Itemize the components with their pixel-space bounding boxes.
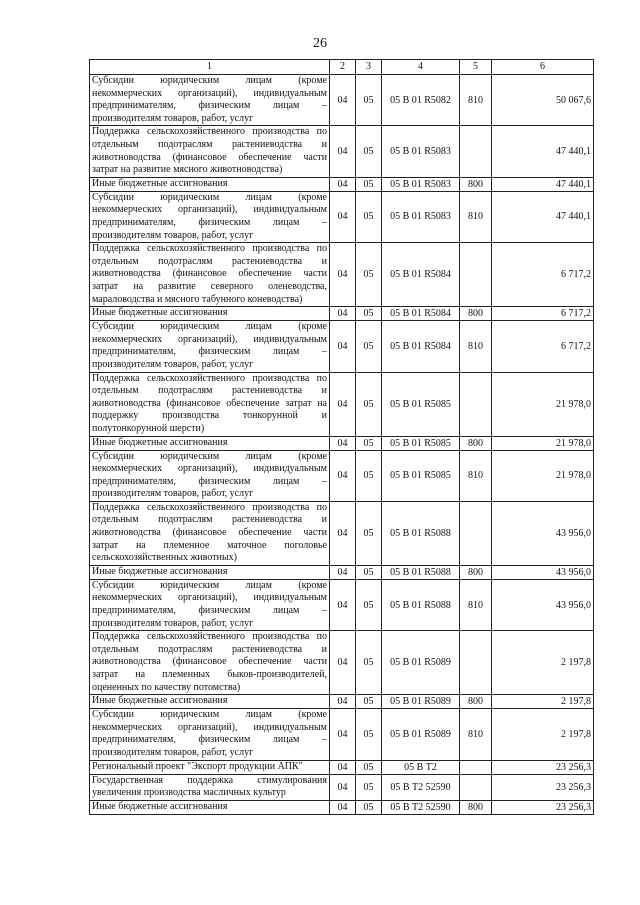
table-row [90,565,594,579]
row-target-article-cell: 05 В 01 R5088 [382,501,460,565]
row-subsection-cell: 05 [356,177,382,191]
row-name-cell: Иные бюджетные ассигнования [90,800,330,814]
table-row [90,243,594,307]
row-name-cell: Поддержка сельскохозяйственного производства по отдельным подотраслям растениеводства и животноводства (финансовое обеспечение части затрат на племенных быков-производителей, оцененных по качеству потомства) [90,631,330,695]
row-section-cell: 04 [330,774,356,800]
row-name-cell: Субсидии юридическим лицам (кроме некоммерческих организаций), индивидуальным предпринимателям, физическим лицам – производителям товаров, работ, услуг [90,321,330,372]
row-amount-cell: 47 440,1 [492,191,594,242]
header-col-1: 1 [90,60,330,75]
row-expense-type-cell: 800 [460,177,492,191]
row-amount-cell: 43 956,0 [492,501,594,565]
row-expense-type-cell: 810 [460,450,492,501]
row-name-cell: Субсидии юридическим лицам (кроме некоммерческих организаций), индивидуальным предпринимателям, физическим лицам – производителям товаров, работ, услуг [90,75,330,126]
row-name-cell: Иные бюджетные ассигнования [90,177,330,191]
table-row [90,191,594,242]
row-amount-cell: 6 717,2 [492,243,594,307]
table-row [90,321,594,372]
row-subsection-cell: 05 [356,450,382,501]
table-row [90,126,594,177]
row-amount-cell: 2 197,8 [492,631,594,695]
row-amount-cell: 43 956,0 [492,565,594,579]
row-amount-cell: 23 256,3 [492,800,594,814]
row-expense-type-cell: 810 [460,191,492,242]
row-name-cell: Иные бюджетные ассигнования [90,565,330,579]
row-subsection-cell: 05 [356,774,382,800]
row-target-article-cell: 05 В Т2 [382,760,460,774]
row-section-cell: 04 [330,709,356,760]
row-subsection-cell: 05 [356,372,382,436]
row-section-cell: 04 [330,372,356,436]
row-expense-type-cell: 810 [460,321,492,372]
row-section-cell: 04 [330,307,356,321]
row-expense-type-cell [460,631,492,695]
header-col-5: 5 [460,60,492,75]
table-row [90,579,594,630]
table-row [90,307,594,321]
row-name-cell: Поддержка сельскохозяйственного производства по отдельным подотраслям растениеводства и животноводства (финансовое обеспечение затрат на поддержку производства тонкорунной и полутонкорунной шерсти) [90,372,330,436]
row-amount-cell: 43 956,0 [492,579,594,630]
row-target-article-cell: 05 В 01 R5085 [382,372,460,436]
row-section-cell: 04 [330,243,356,307]
row-target-article-cell: 05 В 01 R5083 [382,126,460,177]
row-subsection-cell: 05 [356,695,382,709]
row-amount-cell: 21 978,0 [492,436,594,450]
row-target-article-cell: 05 В 01 R5084 [382,321,460,372]
row-amount-cell: 6 717,2 [492,307,594,321]
row-subsection-cell: 05 [356,565,382,579]
table-row [90,177,594,191]
row-subsection-cell: 05 [356,760,382,774]
row-amount-cell: 6 717,2 [492,321,594,372]
table-row [90,501,594,565]
row-expense-type-cell: 800 [460,695,492,709]
row-subsection-cell: 05 [356,307,382,321]
header-col-4: 4 [382,60,460,75]
row-expense-type-cell [460,501,492,565]
row-name-cell: Поддержка сельскохозяйственного производства по отдельным подотраслям растениеводства и животноводства (финансовое обеспечение части затрат на племенное маточное поголовье сельскохозяйственных животных) [90,501,330,565]
row-subsection-cell: 05 [356,243,382,307]
row-section-cell: 04 [330,631,356,695]
row-target-article-cell: 05 В 01 R5088 [382,565,460,579]
row-name-cell: Поддержка сельскохозяйственного производства по отдельным подотраслям растениеводства и животноводства (финансовое обеспечение части затрат на развитие мясного животноводства) [90,126,330,177]
table-row [90,774,594,800]
row-subsection-cell: 05 [356,631,382,695]
table-row [90,695,594,709]
row-section-cell: 04 [330,579,356,630]
table-row [90,631,594,695]
table-row [90,436,594,450]
row-section-cell: 04 [330,565,356,579]
row-section-cell: 04 [330,695,356,709]
row-expense-type-cell [460,760,492,774]
table-row [90,450,594,501]
row-name-cell: Субсидии юридическим лицам (кроме некоммерческих организаций), индивидуальным предпринимателям, физическим лицам – производителям товаров, работ, услуг [90,579,330,630]
row-expense-type-cell: 800 [460,565,492,579]
row-subsection-cell: 05 [356,800,382,814]
row-target-article-cell: 05 В 01 R5089 [382,709,460,760]
row-name-cell: Региональный проект "Экспорт продукции АПК" [90,760,330,774]
table-row [90,75,594,126]
row-section-cell: 04 [330,126,356,177]
row-amount-cell: 47 440,1 [492,126,594,177]
table-header [90,60,594,75]
budget-table [89,59,594,815]
row-amount-cell: 23 256,3 [492,760,594,774]
row-expense-type-cell: 810 [460,709,492,760]
row-expense-type-cell: 800 [460,436,492,450]
row-name-cell: Субсидии юридическим лицам (кроме некоммерческих организаций), индивидуальным предпринимателям, физическим лицам – производителям товаров, работ, услуг [90,709,330,760]
row-name-cell: Иные бюджетные ассигнования [90,307,330,321]
row-subsection-cell: 05 [356,579,382,630]
row-expense-type-cell [460,774,492,800]
row-amount-cell: 21 978,0 [492,450,594,501]
row-target-article-cell: 05 В 01 R5084 [382,243,460,307]
row-target-article-cell: 05 В 01 R5084 [382,307,460,321]
row-subsection-cell: 05 [356,126,382,177]
row-section-cell: 04 [330,800,356,814]
page-number: 26 [313,36,327,51]
table-row [90,760,594,774]
row-target-article-cell: 05 В 01 R5083 [382,191,460,242]
table-body [90,75,594,815]
header-col-6: 6 [492,60,594,75]
row-amount-cell: 2 197,8 [492,695,594,709]
row-target-article-cell: 05 В 01 R5088 [382,579,460,630]
row-target-article-cell: 05 В 01 R5085 [382,450,460,501]
row-section-cell: 04 [330,75,356,126]
row-subsection-cell: 05 [356,709,382,760]
row-target-article-cell: 05 В 01 R5083 [382,177,460,191]
row-name-cell: Поддержка сельскохозяйственного производства по отдельным подотраслям растениеводства и животноводства (финансовое обеспечение части затрат на развитие северного оленеводства, мараловодства и мясного табунного коневодства) [90,243,330,307]
row-section-cell: 04 [330,177,356,191]
header-col-3: 3 [356,60,382,75]
row-expense-type-cell [460,243,492,307]
row-expense-type-cell: 800 [460,800,492,814]
row-name-cell: Субсидии юридическим лицам (кроме некоммерческих организаций), индивидуальным предпринимателям, физическим лицам – производителям товаров, работ, услуг [90,450,330,501]
row-target-article-cell: 05 В 01 R5089 [382,631,460,695]
row-section-cell: 04 [330,321,356,372]
row-amount-cell: 47 440,1 [492,177,594,191]
table-row [90,372,594,436]
row-target-article-cell: 05 В Т2 52590 [382,774,460,800]
row-amount-cell: 2 197,8 [492,709,594,760]
table-row [90,709,594,760]
row-subsection-cell: 05 [356,501,382,565]
row-section-cell: 04 [330,436,356,450]
row-name-cell: Государственная поддержка стимулирования увеличения производства масличных культур [90,774,330,800]
row-expense-type-cell: 800 [460,307,492,321]
row-amount-cell: 23 256,3 [492,774,594,800]
row-section-cell: 04 [330,501,356,565]
row-name-cell: Субсидии юридическим лицам (кроме некоммерческих организаций), индивидуальным предпринимателям, физическим лицам – производителям товаров, работ, услуг [90,191,330,242]
row-expense-type-cell: 810 [460,75,492,126]
row-expense-type-cell [460,126,492,177]
row-section-cell: 04 [330,450,356,501]
header-row [90,60,594,75]
row-expense-type-cell: 810 [460,579,492,630]
row-target-article-cell: 05 В 01 R5082 [382,75,460,126]
header-col-2: 2 [330,60,356,75]
row-section-cell: 04 [330,191,356,242]
row-subsection-cell: 05 [356,191,382,242]
row-section-cell: 04 [330,760,356,774]
table-row [90,800,594,814]
row-target-article-cell: 05 В 01 R5089 [382,695,460,709]
row-subsection-cell: 05 [356,75,382,126]
row-amount-cell: 50 067,6 [492,75,594,126]
row-expense-type-cell [460,372,492,436]
row-subsection-cell: 05 [356,321,382,372]
row-name-cell: Иные бюджетные ассигнования [90,436,330,450]
row-target-article-cell: 05 В 01 R5085 [382,436,460,450]
row-subsection-cell: 05 [356,436,382,450]
row-target-article-cell: 05 В Т2 52590 [382,800,460,814]
row-name-cell: Иные бюджетные ассигнования [90,695,330,709]
row-amount-cell: 21 978,0 [492,372,594,436]
